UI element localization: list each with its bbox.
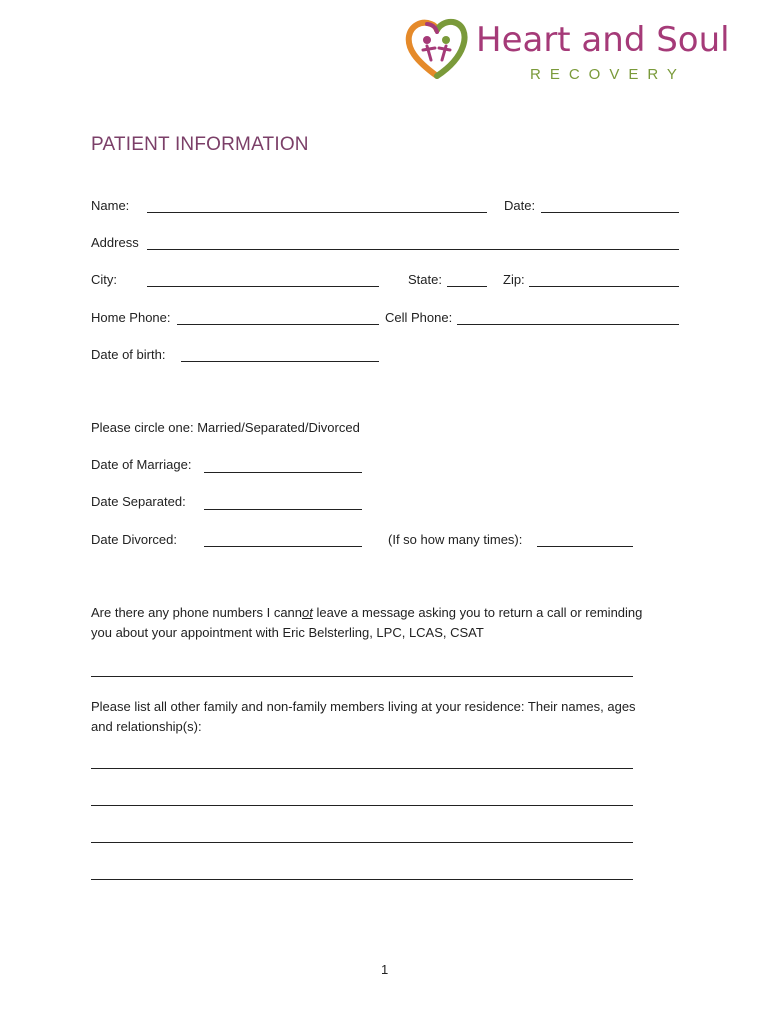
divorced-date-field[interactable] bbox=[204, 546, 362, 547]
divorced-date-label: Date Divorced: bbox=[91, 532, 177, 547]
phone-question bbox=[91, 603, 691, 643]
dob-field[interactable] bbox=[181, 361, 379, 362]
separated-date-field[interactable] bbox=[204, 509, 362, 510]
state-field[interactable] bbox=[447, 286, 487, 287]
marriage-date-label: Date of Marriage: bbox=[91, 457, 192, 472]
cell-phone-field[interactable] bbox=[457, 324, 679, 325]
household-answer-line-1[interactable] bbox=[91, 768, 633, 769]
phone-question-emphasis: ot bbox=[302, 605, 313, 620]
address-label: Address bbox=[91, 235, 139, 250]
zip-label: Zip: bbox=[503, 272, 525, 287]
logo-title: Heart and Soul bbox=[476, 20, 730, 60]
page-title: PATIENT INFORMATION bbox=[91, 134, 309, 155]
phone-question-line2: you about your appointment with Eric Belsterling, LPC, LCAS, CSAT bbox=[91, 625, 484, 640]
logo-subtitle: RECOVERY bbox=[530, 66, 686, 83]
address-field[interactable] bbox=[147, 249, 679, 250]
name-field[interactable] bbox=[147, 212, 487, 213]
city-label: City: bbox=[91, 272, 117, 287]
date-field[interactable] bbox=[541, 212, 679, 213]
phone-answer-field[interactable] bbox=[91, 676, 633, 677]
marriage-date-field[interactable] bbox=[204, 472, 362, 473]
zip-field[interactable] bbox=[529, 286, 679, 287]
household-answer-line-2[interactable] bbox=[91, 805, 633, 806]
household-question-line2: and relationship(s): bbox=[91, 719, 202, 734]
household-answer-line-4[interactable] bbox=[91, 879, 633, 880]
heart-logo-icon bbox=[405, 18, 469, 80]
home-phone-field[interactable] bbox=[177, 324, 379, 325]
household-question bbox=[91, 697, 691, 737]
cell-phone-label: Cell Phone: bbox=[385, 310, 453, 325]
marital-status-prompt: Please circle one: Married/Separated/Divorced bbox=[91, 420, 360, 435]
phone-question-part1: Are there any phone numbers I cann bbox=[91, 605, 303, 620]
date-label: Date: bbox=[504, 198, 536, 213]
name-label: Name: bbox=[91, 198, 130, 213]
divorce-count-field[interactable] bbox=[537, 546, 633, 547]
state-label: State: bbox=[408, 272, 442, 287]
household-answer-line-3[interactable] bbox=[91, 842, 633, 843]
page-number: 1 bbox=[381, 962, 389, 977]
separated-date-label: Date Separated: bbox=[91, 494, 186, 509]
phone-question-part2: leave a message asking you to return a call or reminding bbox=[312, 605, 643, 620]
divorce-count-label: (If so how many times): bbox=[388, 532, 523, 547]
home-phone-label: Home Phone: bbox=[91, 310, 171, 325]
city-field[interactable] bbox=[147, 286, 379, 287]
household-question-line1: Please list all other family and non-family members living at your residence: Their names, ages bbox=[91, 699, 636, 714]
dob-label: Date of birth: bbox=[91, 347, 166, 362]
